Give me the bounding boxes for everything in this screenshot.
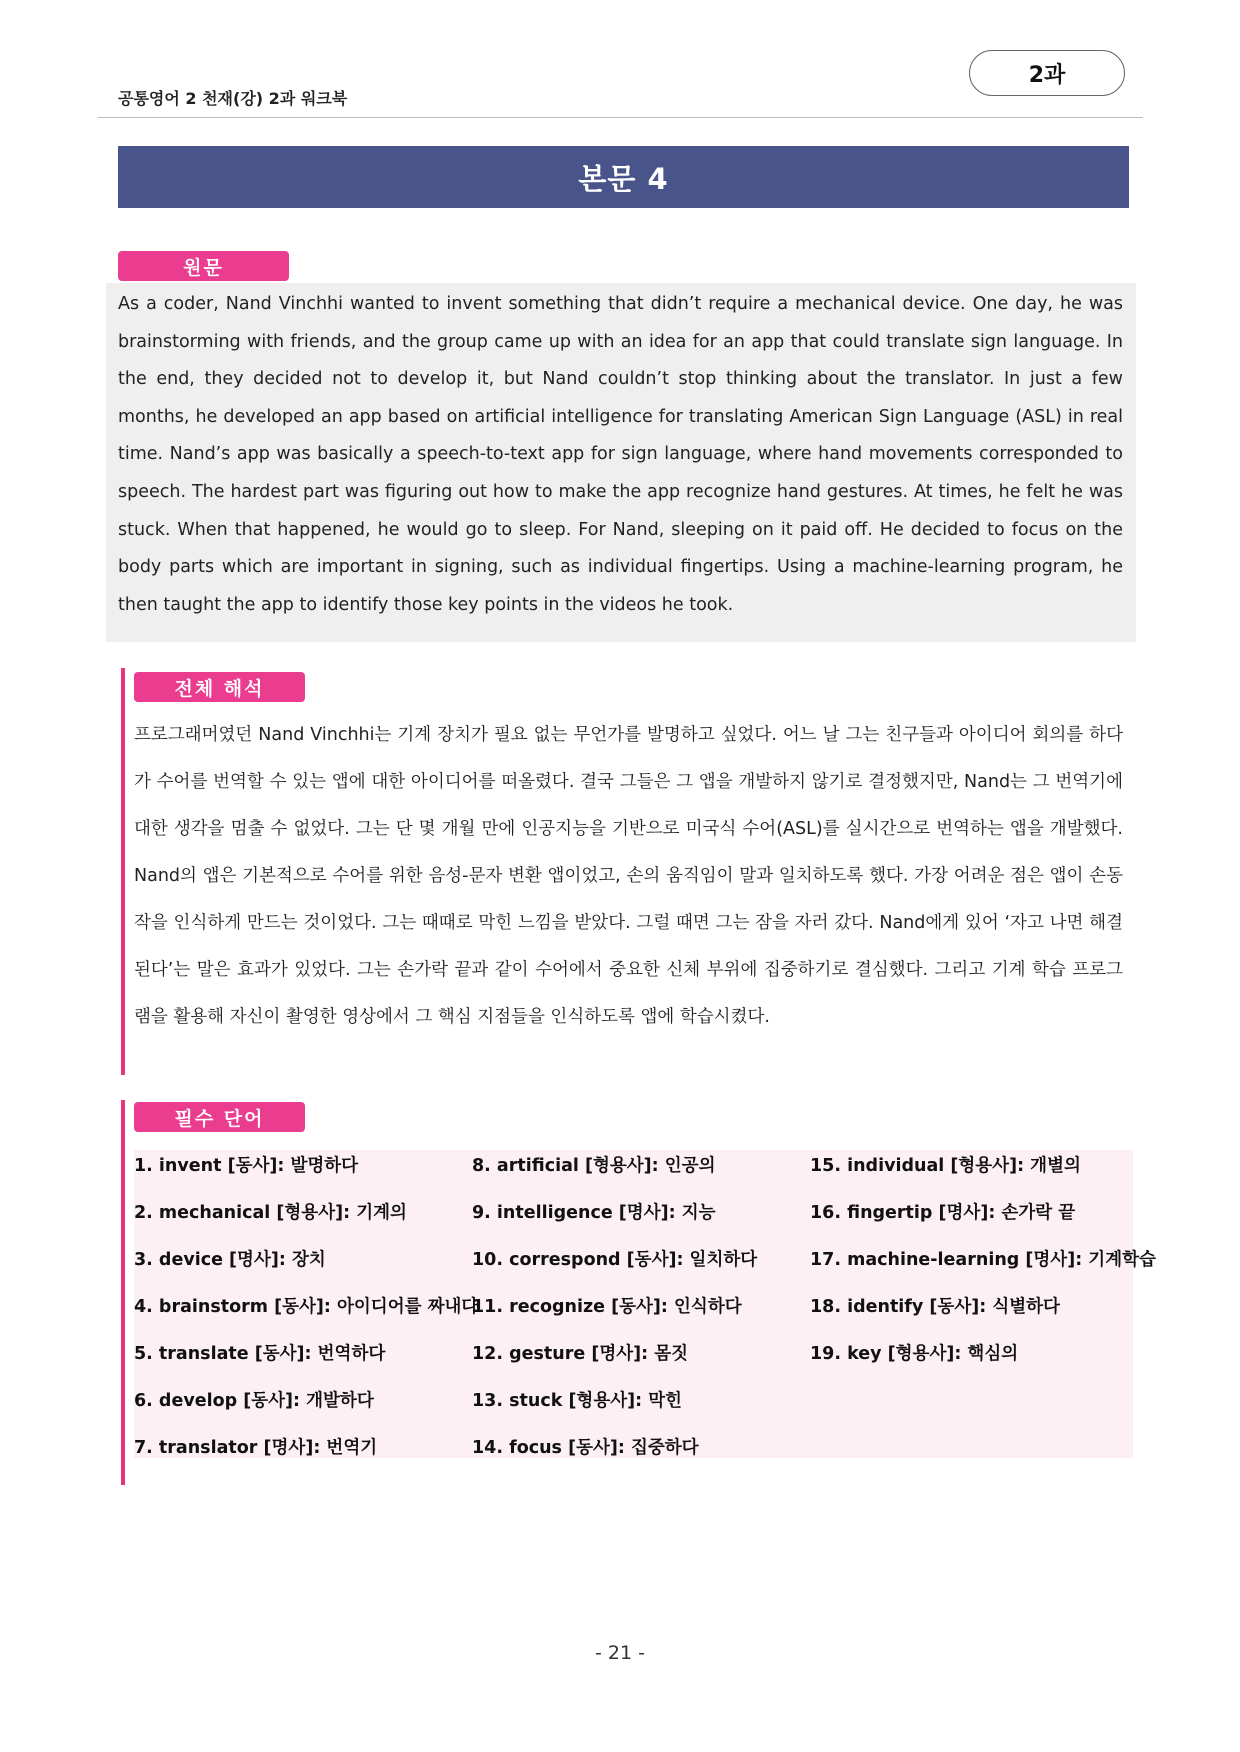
vocab-item: 6. develop [동사]: 개발하다 [134, 1391, 374, 1411]
vocab-column-3 [810, 1148, 1156, 1383]
header-subtitle: 공통영어 2 천재(강) 2과 워크북 [118, 89, 348, 108]
vocab-item: 2. mechanical [형용사]: 기계의 [134, 1203, 407, 1223]
original-section-label: 원문 [118, 251, 289, 281]
original-text: As a coder, Nand Vinchhi wanted to invent something that didn’t require a mechanical device. One day, he was brainstorming with friends, and the group came up with an idea for an app that could translate sign language. In the end, they decided not to develop it, but Nand couldn’t stop thinking about the translator. In just a few months, he developed an app based on artificial intelligence for translating American Sign Language (ASL) in real time. Nand’s app was basically a speech-to-text app for sign language, where hand movements corresponded to speech. The hardest part was figuring out how to make the app recognize hand gestures. At times, he felt he was stuck. When that happened, he would go to sleep. For Nand, sleeping on it paid off. He decided to focus on the body parts which are important in signing, such as individual fingertips. Using a machine-learning program, he then taught the app to identify those key points in the videos he took. [118, 294, 1123, 615]
vocab-item: 11. recognize [동사]: 인식하다 [472, 1297, 742, 1317]
vocab-item: 18. identify [동사]: 식별하다 [810, 1297, 1060, 1317]
header-divider [98, 117, 1143, 118]
vocab-item: 15. individual [형용사]: 개별의 [810, 1156, 1081, 1176]
vocab-item: 14. focus [동사]: 집중하다 [472, 1438, 699, 1458]
page-number: - 21 - [595, 1642, 645, 1664]
vocab-item: 4. brainstorm [동사]: 아이디어를 짜내다 [134, 1297, 479, 1317]
vocab-item: 3. device [명사]: 장치 [134, 1250, 326, 1270]
vocab-item: 8. artificial [형용사]: 인공의 [472, 1156, 716, 1176]
vocab-item: 19. key [형용사]: 핵심의 [810, 1344, 1019, 1364]
vocab-item: 12. gesture [명사]: 몸짓 [472, 1344, 689, 1364]
vocab-item: 10. correspond [동사]: 일치하다 [472, 1250, 758, 1270]
vocab-section-label: 필수 단어 [134, 1102, 305, 1132]
page-title: 본문 4 [118, 146, 1129, 208]
vocab-column-2 [472, 1148, 757, 1477]
vocab-item: 16. fingertip [명사]: 손가락 끝 [810, 1203, 1076, 1223]
vocab-column-1 [134, 1148, 478, 1477]
vocab-accent-bar [121, 1100, 125, 1485]
vocab-item: 13. stuck [형용사]: 막힌 [472, 1391, 683, 1411]
vocab-item: 17. machine-learning [명사]: 기계학습 [810, 1250, 1156, 1270]
translation-accent-bar [121, 668, 125, 1075]
translation-text: 프로그래머였던 Nand Vinchhi는 기계 장치가 필요 없는 무언가를 발명하고 싶었다. 어느 날 그는 친구들과 아이디어 회의를 하다가 수어를 번역할 수 있는 앱에 대한 아이디어를 떠올렸다. 결국 그들은 그 앱을 개발하지 않기로 결정했지만, Nand는 그 번역기에 대한 생각을 멈출 수 없었다. 그는 단 몇 개월 만에 인공지능을 기반으로 미국식 수어(ASL)를 실시간으로 번역하는 앱을 개발했다. Nand의 앱은 기본적으로 수어를 위한 음성-문자 변환 앱이었고, 손의 움직임이 말과 일치하도록 했다. 가장 어려운 점은 앱이 손동작을 인식하게 만드는 것이었다. 그는 때때로 막힌 느낌을 받았다. 그럴 때면 그는 잠을 자러 갔다. Nand에게 있어 ‘자고 나면 해결된다’는 말은 효과가 있었다. 그는 손가락 끝과 같이 수어에서 중요한 신체 부위에 집중하기로 결심했다. 그리고 기계 학습 프로그램을 활용해 자신이 촬영한 영상에서 그 핵심 지점들을 인식하도록 앱에 학습시켰다. [134, 725, 1123, 1027]
vocab-item: 7. translator [명사]: 번역기 [134, 1438, 378, 1458]
vocab-item: 9. intelligence [명사]: 지능 [472, 1203, 716, 1223]
translation-section-label: 전체 해석 [134, 672, 305, 702]
lesson-badge: 2과 [969, 50, 1125, 96]
vocab-item: 1. invent [동사]: 발명하다 [134, 1156, 359, 1176]
vocab-item: 5. translate [동사]: 번역하다 [134, 1344, 386, 1364]
